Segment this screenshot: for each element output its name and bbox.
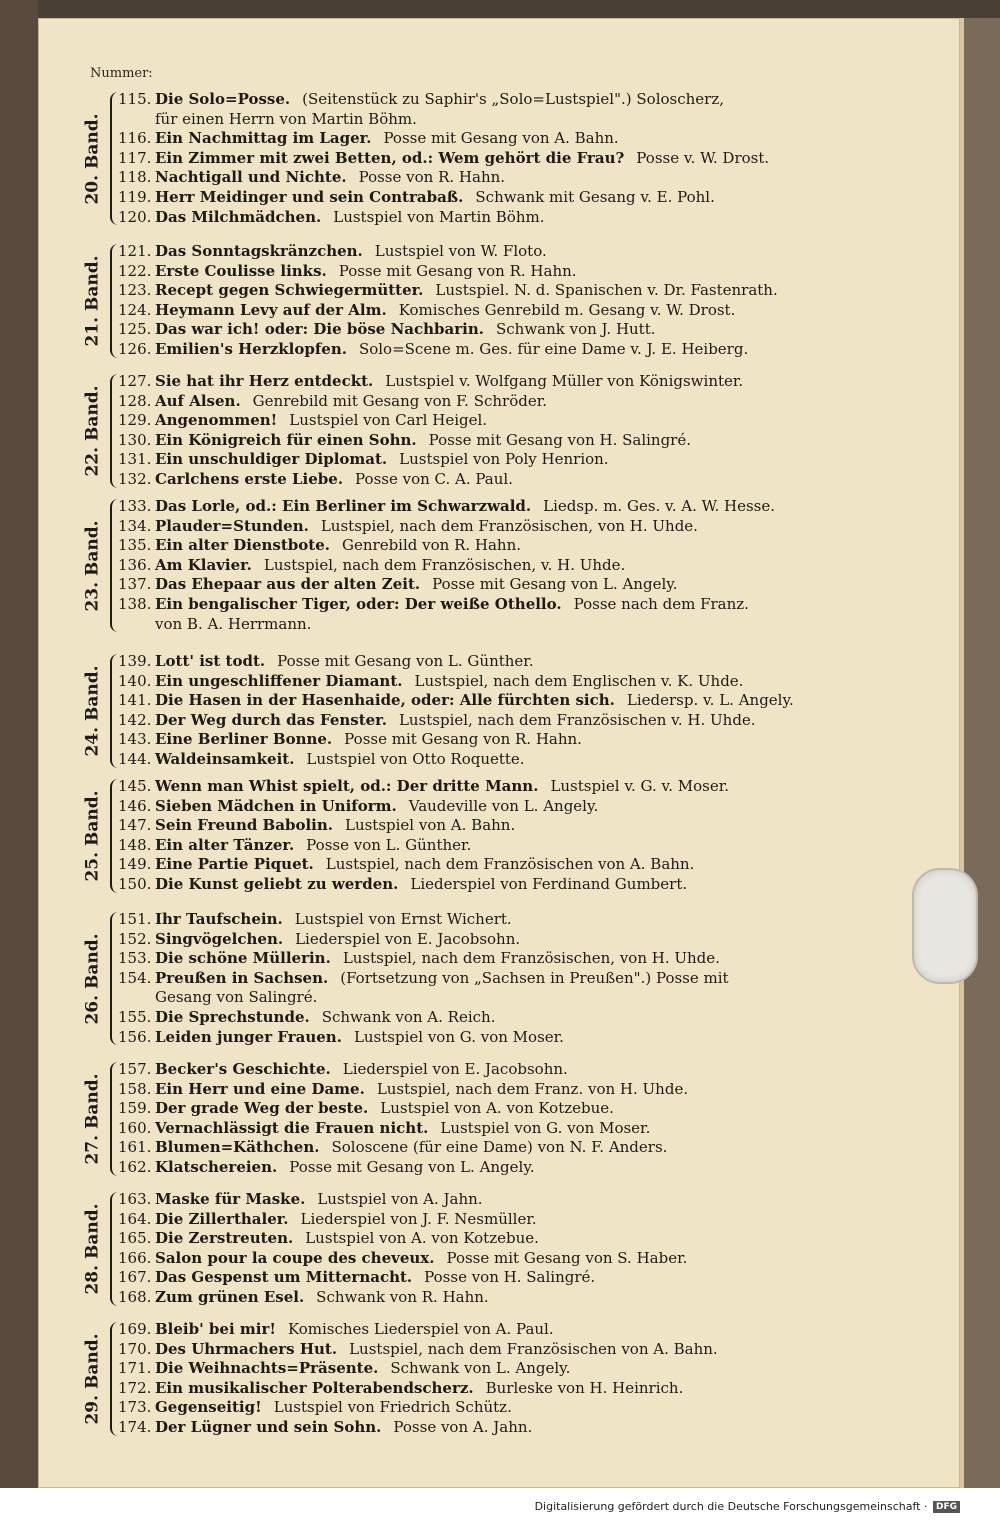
entry-description: Lustspiel von Martin Böhm. <box>333 207 545 226</box>
entry-description: Liederspiel von J. F. Nesmüller. <box>300 1209 537 1228</box>
catalog-entry <box>118 392 818 412</box>
entry-number: 141. <box>118 691 152 710</box>
entry-number: 169. <box>118 1320 152 1338</box>
entry-number: 116. <box>118 129 152 148</box>
entry-description: Schwank von R. Hahn. <box>316 1287 489 1306</box>
catalog-entry <box>118 188 818 208</box>
entry-title: Die Weihnachts=Präsente. <box>155 1359 379 1378</box>
entry-title: Angenommen! <box>155 411 278 430</box>
entry-title: Die Kunst geliebt zu werden. <box>155 874 399 893</box>
catalog-entry <box>118 930 818 950</box>
entry-title: Das Ehepaar aus der alten Zeit. <box>155 575 421 594</box>
catalog-entry <box>118 672 818 692</box>
entry-list <box>118 1060 818 1178</box>
entry-title: Die schöne Müllerin. <box>155 949 331 968</box>
catalog-entry <box>118 556 818 576</box>
entry-number: 168. <box>118 1287 152 1306</box>
catalog-entry <box>118 1028 818 1048</box>
band-label <box>78 777 108 895</box>
entry-number: 146. <box>118 796 152 815</box>
entry-number: 118. <box>118 168 152 187</box>
entry-number: 127. <box>118 372 152 390</box>
entry-number: 123. <box>118 281 152 300</box>
entry-list <box>118 777 818 895</box>
entry-description: Lustspiel, nach dem Franz. von H. Uhde. <box>376 1079 689 1098</box>
entry-description: Lustspiel von Poly Henrion. <box>399 450 609 469</box>
entry-list <box>118 652 818 770</box>
catalog-entry-continuation <box>118 615 818 635</box>
entry-description: Soloscene (für eine Dame) von N. F. Anders. <box>331 1138 668 1157</box>
entry-title: Becker's Geschichte. <box>155 1060 331 1078</box>
entry-number: 132. <box>118 469 152 488</box>
entry-title: Blumen=Käthchen. <box>155 1138 320 1157</box>
catalog-entry <box>118 1008 818 1028</box>
entry-description: Posse von L. Günther. <box>306 835 472 854</box>
entry-number: 152. <box>118 929 152 948</box>
entry-list <box>118 90 818 227</box>
catalog-entry <box>118 1379 818 1399</box>
band-label-text: 26. Band. <box>83 933 104 1025</box>
entry-description: Lustspiel von A. Jahn. <box>317 1190 483 1208</box>
entry-title: Ein alter Dienstbote. <box>155 536 330 555</box>
catalog-entry <box>118 691 818 711</box>
entry-title: Vernachlässigt die Frauen nicht. <box>155 1118 429 1137</box>
entry-description: Lustspiel, nach dem Französischen von A. Bahn. <box>325 855 695 874</box>
entry-title: Carlchens erste Liebe. <box>155 469 344 488</box>
catalog-entry <box>118 1158 818 1178</box>
entry-number: 133. <box>118 497 152 515</box>
band-group <box>78 910 818 1047</box>
catalog-entry <box>118 1229 818 1249</box>
entry-description: Liederspiel von E. Jacobsohn. <box>342 1060 568 1078</box>
catalog-entry <box>118 1320 818 1340</box>
catalog-entry <box>118 875 818 895</box>
catalog-entry <box>118 1190 818 1210</box>
entry-description: Solo=Scene m. Ges. für eine Dame v. J. E. Heiberg. <box>358 339 749 358</box>
entry-number: 173. <box>118 1398 152 1417</box>
catalog-entry <box>118 1249 818 1269</box>
entry-title: Wenn man Whist spielt, od.: Der dritte Mann. <box>155 777 539 795</box>
catalog-entry <box>118 797 818 817</box>
entry-title: Ein ungeschliffener Diamant. <box>155 671 403 690</box>
entry-title: Gegenseitig! <box>155 1398 262 1417</box>
band-label-text: 28. Band. <box>83 1203 104 1295</box>
entry-description: Komisches Liederspiel von A. Paul. <box>287 1320 554 1338</box>
dfg-logo: DFG <box>933 1501 960 1513</box>
catalog-entry <box>118 281 818 301</box>
catalog-entry <box>118 1268 818 1288</box>
entry-title: Auf Alsen. <box>155 391 241 410</box>
entry-number: 171. <box>118 1359 152 1378</box>
entry-title: Der Weg durch das Fenster. <box>155 710 387 729</box>
band-label-text: 25. Band. <box>83 790 104 882</box>
entry-description: Posse mit Gesang von L. Günther. <box>277 652 534 670</box>
book-spine-edge <box>0 0 38 1520</box>
catalog-entry <box>118 711 818 731</box>
catalog-entry <box>118 730 818 750</box>
entry-number: 159. <box>118 1099 152 1118</box>
entry-description: Lustspiel, nach dem Französischen, von H. Uhde. <box>320 516 698 535</box>
catalog-entry <box>118 777 818 797</box>
column-header: Nummer: <box>90 66 153 81</box>
entry-number: 164. <box>118 1209 152 1228</box>
band-label-text: 29. Band. <box>83 1333 104 1425</box>
entry-number: 120. <box>118 207 152 226</box>
catalog-entry <box>118 470 818 490</box>
catalog-entry-continuation <box>118 110 818 130</box>
entry-title: Ein Nachmittag im Lager. <box>155 129 372 148</box>
entry-number: 138. <box>118 594 152 613</box>
catalog-entry <box>118 910 818 930</box>
band-group <box>78 497 818 634</box>
entry-description: Lustspiel, nach dem Französischen von A. Bahn. <box>349 1339 718 1358</box>
entry-description: Posse mit Gesang von L. Angely. <box>432 575 678 594</box>
entry-list <box>118 372 818 490</box>
entry-description: Lustspiel von W. Floto. <box>374 242 547 260</box>
entry-number: 161. <box>118 1138 152 1157</box>
catalog-entry <box>118 969 818 989</box>
entry-description: Schwank von J. Hutt. <box>495 320 656 339</box>
entry-number: 148. <box>118 835 152 854</box>
band-group <box>78 90 818 227</box>
catalog-entry <box>118 949 818 969</box>
entry-number: 128. <box>118 391 152 410</box>
catalog-entry <box>118 1418 818 1438</box>
catalog-entry <box>118 595 818 615</box>
band-label <box>78 497 108 634</box>
band-group <box>78 777 818 895</box>
entry-number: 144. <box>118 749 152 768</box>
catalog-entry <box>118 1359 818 1379</box>
catalog-entry <box>118 242 818 262</box>
entry-number: 135. <box>118 536 152 555</box>
entry-description: Lustspiel von Carl Heigel. <box>289 411 488 430</box>
entry-title: Nachtigall und Nichte. <box>155 168 347 187</box>
entry-number: 142. <box>118 710 152 729</box>
entry-title: Ein alter Tänzer. <box>155 835 295 854</box>
catalog-entry <box>118 836 818 856</box>
entry-description: Liederspiel von E. Jacobsohn. <box>295 929 521 948</box>
entry-title: Waldeinsamkeit. <box>155 749 295 768</box>
catalog-entry <box>118 1398 818 1418</box>
catalog-entry <box>118 90 818 110</box>
catalog-entry <box>118 497 818 517</box>
entry-title: Die Zillerthaler. <box>155 1209 289 1228</box>
entry-title: Preußen in Sachsen. <box>155 968 329 987</box>
band-label-text: 21. Band. <box>83 255 104 347</box>
entry-title: Singvögelchen. <box>155 929 284 948</box>
entry-list <box>118 1320 818 1438</box>
catalog-entry <box>118 1060 818 1080</box>
entry-title: Salon pour la coupe des cheveux. <box>155 1248 435 1267</box>
entry-description: Posse von R. Hahn. <box>358 168 506 187</box>
entry-number: 137. <box>118 575 152 594</box>
entry-description: Lustspiel v. Wolfgang Müller von Königswinter. <box>385 372 744 390</box>
entry-description: Lustspiel von A. von Kotzebue. <box>380 1099 614 1118</box>
catalog-entry <box>118 262 818 282</box>
entry-number: 158. <box>118 1079 152 1098</box>
entry-list <box>118 497 818 634</box>
paper-clip <box>912 868 978 984</box>
catalog-entry <box>118 301 818 321</box>
catalog-entry <box>118 1119 818 1139</box>
entry-number: 157. <box>118 1060 152 1078</box>
entry-description: Posse von H. Salingré. <box>424 1268 596 1287</box>
entry-number: 147. <box>118 816 152 835</box>
entry-number: 140. <box>118 671 152 690</box>
catalog-entry <box>118 1210 818 1230</box>
catalog-entry <box>118 208 818 228</box>
entry-list <box>118 242 818 360</box>
entry-description: Genrebild von R. Hahn. <box>342 536 522 555</box>
catalog-entry <box>118 1080 818 1100</box>
entry-description: Lustspiel von Ernst Wichert. <box>294 910 512 928</box>
catalog-entry <box>118 340 818 360</box>
entry-title: Ein bengalischer Tiger, oder: Der weiße Othello. <box>155 594 562 613</box>
entry-description: Lustspiel v. G. v. Moser. <box>550 777 730 795</box>
entry-title: Bleib' bei mir! <box>155 1320 276 1338</box>
entry-description: Lustspiel von A. von Kotzebue. <box>305 1229 539 1248</box>
catalog-entry <box>118 517 818 537</box>
band-label <box>78 372 108 490</box>
entry-description: Liederspiel von Ferdinand Gumbert. <box>410 874 688 893</box>
catalog-entry <box>118 450 818 470</box>
entry-list <box>118 1190 818 1308</box>
entry-title: Ein Königreich für einen Sohn. <box>155 430 417 449</box>
entry-number: 121. <box>118 242 152 260</box>
band-label-text: 27. Band. <box>83 1073 104 1165</box>
entry-description: Vaudeville von L. Angely. <box>408 796 599 815</box>
entry-number: 165. <box>118 1229 152 1248</box>
entry-number: 130. <box>118 430 152 449</box>
entry-title: Herr Meidinger und sein Contrabaß. <box>155 187 464 206</box>
entry-description: Posse von C. A. Paul. <box>355 469 513 488</box>
entry-title: Sie hat ihr Herz entdeckt. <box>155 372 374 390</box>
catalog-entry <box>118 536 818 556</box>
entry-description: Burleske von H. Heinrich. <box>485 1378 684 1397</box>
entry-title: Emilien's Herzklopfen. <box>155 339 347 358</box>
band-label <box>78 242 108 360</box>
entry-number: 143. <box>118 730 152 749</box>
entry-title: Die Zerstreuten. <box>155 1229 294 1248</box>
entry-title: Leiden junger Frauen. <box>155 1027 342 1046</box>
entry-title: Sein Freund Babolin. <box>155 816 333 835</box>
entry-title: Ein Zimmer mit zwei Betten, od.: Wem gehört die Frau? <box>155 148 625 167</box>
entry-title: Lott' ist todt. <box>155 652 266 670</box>
entry-description: (Seitenstück zu Saphir's „Solo=Lustspiel".) Soloscherz, <box>302 90 724 108</box>
entry-title: Am Klavier. <box>155 555 252 574</box>
entry-number: 117. <box>118 148 152 167</box>
band-group <box>78 1060 818 1178</box>
entry-title: Das war ich! oder: Die böse Nachbarin. <box>155 320 484 339</box>
entry-title: Eine Berliner Bonne. <box>155 730 333 749</box>
digitization-footer <box>535 1500 960 1513</box>
catalog-entry <box>118 575 818 595</box>
entry-title: Ihr Taufschein. <box>155 910 283 928</box>
band-group <box>78 372 818 490</box>
entry-title: Sieben Mädchen in Uniform. <box>155 796 397 815</box>
entry-title: Ein Herr und eine Dame. <box>155 1079 365 1098</box>
entry-title: Der grade Weg der beste. <box>155 1099 369 1118</box>
entry-description: Posse nach dem Franz. <box>573 594 749 613</box>
entry-number: 124. <box>118 300 152 319</box>
entry-number: 145. <box>118 777 152 795</box>
entry-number: 156. <box>118 1027 152 1046</box>
entry-number: 166. <box>118 1248 152 1267</box>
entry-continuation-text: von B. A. Herrmann. <box>155 614 312 633</box>
entry-continuation-text: für einen Herrn von Martin Böhm. <box>155 109 417 128</box>
band-group <box>78 1320 818 1438</box>
catalog-entry <box>118 816 818 836</box>
entry-description: Posse mit Gesang von R. Hahn. <box>338 261 577 280</box>
entry-title: Das Lorle, od.: Ein Berliner im Schwarzwald. <box>155 497 532 515</box>
entry-number: 131. <box>118 450 152 469</box>
entry-title: Maske für Maske. <box>155 1190 306 1208</box>
catalog-entry <box>118 652 818 672</box>
entry-number: 134. <box>118 516 152 535</box>
catalog-entry <box>118 168 818 188</box>
band-group <box>78 1190 818 1308</box>
entry-description: Lustspiel von G. von Moser. <box>353 1027 564 1046</box>
catalog-entry <box>118 1288 818 1308</box>
entry-description: (Fortsetzung von „Sachsen in Preußen".) Posse mit <box>340 968 729 987</box>
entry-description: Posse von A. Jahn. <box>393 1417 533 1436</box>
band-label-text: 24. Band. <box>83 665 104 757</box>
entry-description: Lustspiel, nach dem Französischen v. H. Uhde. <box>398 710 756 729</box>
entry-number: 154. <box>118 968 152 987</box>
entry-description: Schwank von L. Angely. <box>390 1359 571 1378</box>
entry-number: 160. <box>118 1118 152 1137</box>
entry-number: 174. <box>118 1417 152 1436</box>
entry-number: 155. <box>118 1007 152 1026</box>
entry-description: Lustspiel von G. von Moser. <box>440 1118 651 1137</box>
catalog-entry <box>118 411 818 431</box>
entry-number: 170. <box>118 1339 152 1358</box>
footer-text: Digitalisierung gefördert durch die Deutsche Forschungsgemeinschaft · <box>534 1500 928 1513</box>
entry-title: Die Solo=Posse. <box>155 90 291 108</box>
entry-title: Zum grünen Esel. <box>155 1287 305 1306</box>
catalog-entry <box>118 149 818 169</box>
entry-title: Ein unschuldiger Diplomat. <box>155 450 388 469</box>
catalog-entry <box>118 431 818 451</box>
entry-description: Lustspiel, nach dem Französischen, von H. Uhde. <box>342 949 720 968</box>
entry-title: Das Sonntagskränzchen. <box>155 242 363 260</box>
entry-description: Lustspiel. N. d. Spanischen v. Dr. Fastenrath. <box>435 281 778 300</box>
entry-description: Liedsp. m. Ges. v. A. W. Hesse. <box>543 497 775 515</box>
band-group <box>78 652 818 770</box>
entry-number: 136. <box>118 555 152 574</box>
band-label <box>78 1190 108 1308</box>
catalog-entry <box>118 372 818 392</box>
entry-description: Lustspiel, nach dem Französischen, v. H. Uhde. <box>263 555 626 574</box>
entry-number: 153. <box>118 949 152 968</box>
band-label <box>78 90 108 227</box>
entry-number: 172. <box>118 1378 152 1397</box>
entry-title: Des Uhrmachers Hut. <box>155 1339 338 1358</box>
catalog-entry <box>118 1138 818 1158</box>
entry-number: 163. <box>118 1190 152 1208</box>
entry-title: Erste Coulisse links. <box>155 261 327 280</box>
entry-description: Posse v. W. Drost. <box>636 148 770 167</box>
catalog-entry-continuation <box>118 988 818 1008</box>
catalog-entry <box>118 1340 818 1360</box>
entry-continuation-text: Gesang von Salingré. <box>155 988 318 1007</box>
entry-description: Posse mit Gesang von H. Salingré. <box>428 430 692 449</box>
entry-title: Die Hasen in der Hasenhaide, oder: Alle fürchten sich. <box>155 691 615 710</box>
entry-title: Das Gespenst um Mitternacht. <box>155 1268 413 1287</box>
entry-title: Das Milchmädchen. <box>155 207 322 226</box>
entry-description: Lustspiel von Otto Roquette. <box>306 749 525 768</box>
entry-description: Lustspiel von Friedrich Schütz. <box>273 1398 512 1417</box>
entry-number: 122. <box>118 261 152 280</box>
catalog-entry <box>118 750 818 770</box>
entry-number: 162. <box>118 1157 152 1176</box>
entry-number: 151. <box>118 910 152 928</box>
entry-description: Lustspiel von A. Bahn. <box>344 816 516 835</box>
catalog-entry <box>118 855 818 875</box>
entry-description: Genrebild mit Gesang von F. Schröder. <box>252 391 548 410</box>
entry-description: Schwank mit Gesang v. E. Pohl. <box>475 187 715 206</box>
entry-number: 139. <box>118 652 152 670</box>
band-label <box>78 652 108 770</box>
catalog-entry <box>118 320 818 340</box>
entry-number: 149. <box>118 855 152 874</box>
entry-number: 126. <box>118 339 152 358</box>
entry-description: Liedersp. v. L. Angely. <box>626 691 794 710</box>
band-label <box>78 910 108 1047</box>
entry-description: Posse mit Gesang von A. Bahn. <box>383 129 619 148</box>
band-label <box>78 1320 108 1438</box>
entry-title: Klatschereien. <box>155 1157 278 1176</box>
entry-title: Der Lügner und sein Sohn. <box>155 1417 382 1436</box>
entry-title: Heymann Levy auf der Alm. <box>155 300 387 319</box>
entry-description: Posse mit Gesang von R. Hahn. <box>344 730 582 749</box>
band-label-text: 23. Band. <box>83 520 104 612</box>
band-group <box>78 242 818 360</box>
entry-description: Posse mit Gesang von L. Angely. <box>289 1157 535 1176</box>
entry-description: Posse mit Gesang von S. Haber. <box>446 1248 688 1267</box>
entry-number: 115. <box>118 90 152 108</box>
entry-description: Schwank von A. Reich. <box>321 1007 496 1026</box>
entry-list <box>118 910 818 1047</box>
band-label-text: 20. Band. <box>83 113 104 205</box>
entry-description: Lustspiel, nach dem Englischen v. K. Uhde. <box>414 671 744 690</box>
entry-title: Plauder=Stunden. <box>155 516 309 535</box>
entry-description: Komisches Genrebild m. Gesang v. W. Drost. <box>398 300 736 319</box>
entry-number: 129. <box>118 411 152 430</box>
entry-title: Ein musikalischer Polterabendscherz. <box>155 1378 474 1397</box>
entry-title: Recept gegen Schwiegermütter. <box>155 281 424 300</box>
entry-number: 119. <box>118 187 152 206</box>
entry-title: Die Sprechstunde. <box>155 1007 310 1026</box>
book-right-edge <box>960 18 1000 1488</box>
band-label <box>78 1060 108 1178</box>
entry-number: 150. <box>118 874 152 893</box>
catalog-entry <box>118 1099 818 1119</box>
band-label-text: 22. Band. <box>83 385 104 477</box>
entry-title: Eine Partie Piquet. <box>155 855 314 874</box>
entry-number: 167. <box>118 1268 152 1287</box>
entry-number: 125. <box>118 320 152 339</box>
catalog-entry <box>118 129 818 149</box>
